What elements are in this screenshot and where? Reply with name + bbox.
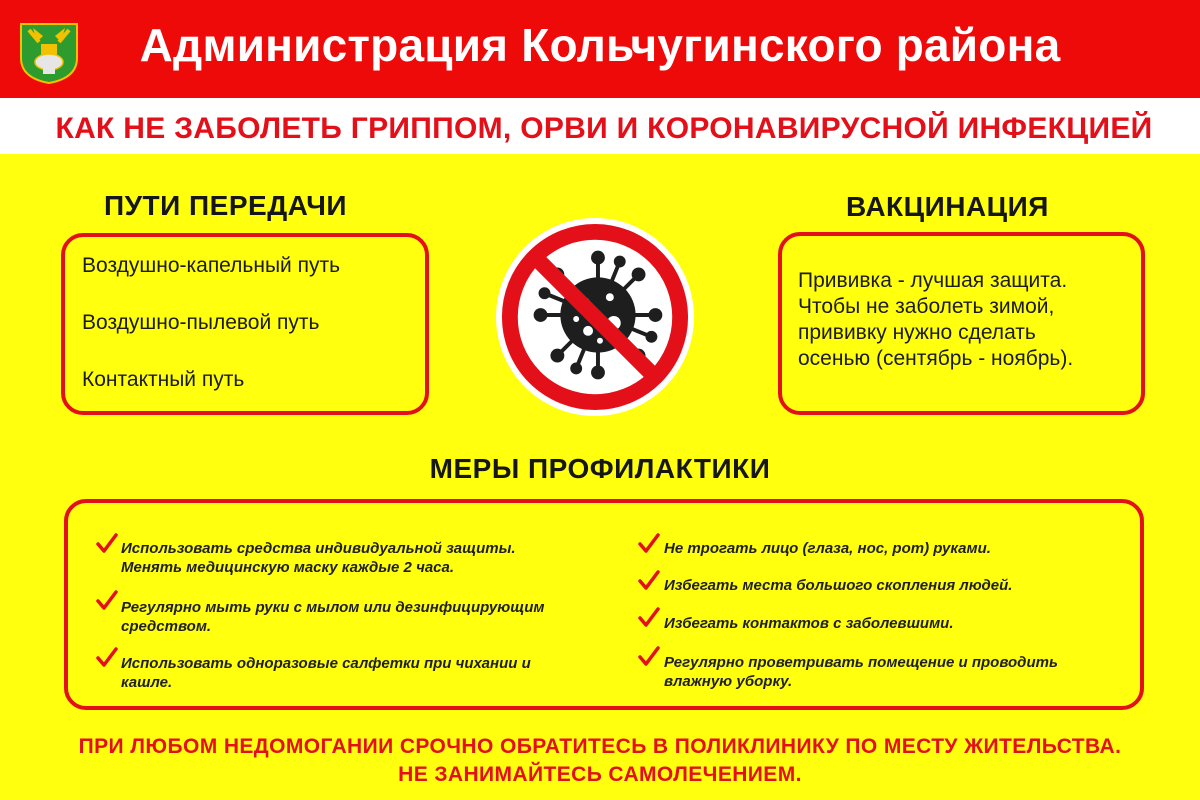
transmission-item: Воздушно-капельный путь <box>82 254 341 277</box>
no-virus-icon <box>496 218 694 416</box>
checkmark-icon <box>96 646 118 668</box>
prevention-item-line: Регулярно проветривать помещение и проводить <box>664 654 1058 671</box>
prevention-item <box>664 576 1012 595</box>
prevention-item-line: Менять медицинскую маску каждые 2 часа. <box>121 559 455 576</box>
vaccination-heading: ВАКЦИНАЦИЯ <box>846 191 1049 222</box>
prevention-item-line: Избегать места большого скопления людей. <box>664 577 1013 594</box>
transmission-item: Контактный путь <box>82 368 245 391</box>
prevention-item-line: Не трогать лицо (глаза, нос, рот) руками. <box>664 540 991 557</box>
prevention-item-line: Регулярно мыть руки с мылом или дезинфицирующим <box>121 599 545 616</box>
vaccination-line: Прививка - лучшая защита. <box>798 269 1068 292</box>
checkmark-icon <box>638 532 660 554</box>
prevention-heading: МЕРЫ ПРОФИЛАКТИКИ <box>429 453 771 484</box>
prevention-item <box>121 539 516 577</box>
prevention-item <box>664 539 991 558</box>
transmission-item: Воздушно-пылевой путь <box>82 311 320 334</box>
warning-text: НЕ ЗАНИМАЙТЕСЬ САМОЛЕЧЕНИЕМ. <box>398 763 802 786</box>
checkmark-icon <box>638 569 660 591</box>
vaccination-line: Чтобы не заболеть зимой, <box>798 295 1055 318</box>
vaccination-line: осенью (сентябрь - ноябрь). <box>798 347 1074 370</box>
warning-text: ПРИ ЛЮБОМ НЕДОМОГАНИИ СРОЧНО ОБРАТИТЕСЬ В ПОЛИКЛИНИКУ ПО МЕСТУ ЖИТЕЛЬСТВА. <box>78 735 1122 758</box>
prevention-item-line: Избегать контактов с заболевшими. <box>664 615 954 632</box>
prevention-item-line: средством. <box>121 618 212 635</box>
checkmark-icon <box>96 532 118 554</box>
prevention-item-line: Использовать одноразовые салфетки при чихании и <box>121 655 531 672</box>
prevention-item-line: кашле. <box>121 674 173 691</box>
prevention-item-line: Использовать средства индивидуальной защиты. <box>121 540 516 557</box>
page-title: Администрация Кольчугинского района <box>139 19 1061 71</box>
prevention-item-line: влажную уборку. <box>664 673 793 690</box>
prevention-item <box>121 598 545 636</box>
prevention-item <box>664 614 954 633</box>
checkmark-icon <box>96 589 118 611</box>
vaccination-line: прививку нужно сделать <box>798 321 1036 344</box>
checkmark-icon <box>638 645 660 667</box>
transmission-heading: ПУТИ ПЕРЕДАЧИ <box>104 190 348 221</box>
page-subtitle: КАК НЕ ЗАБОЛЕТЬ ГРИППОМ, ОРВИ И КОРОНАВИРУСНОЙ ИНФЕКЦИЕЙ <box>55 112 1153 145</box>
prevention-item <box>121 654 531 692</box>
checkmark-icon <box>638 606 660 628</box>
vaccination-text <box>798 268 1138 372</box>
prevention-item <box>664 653 1058 691</box>
